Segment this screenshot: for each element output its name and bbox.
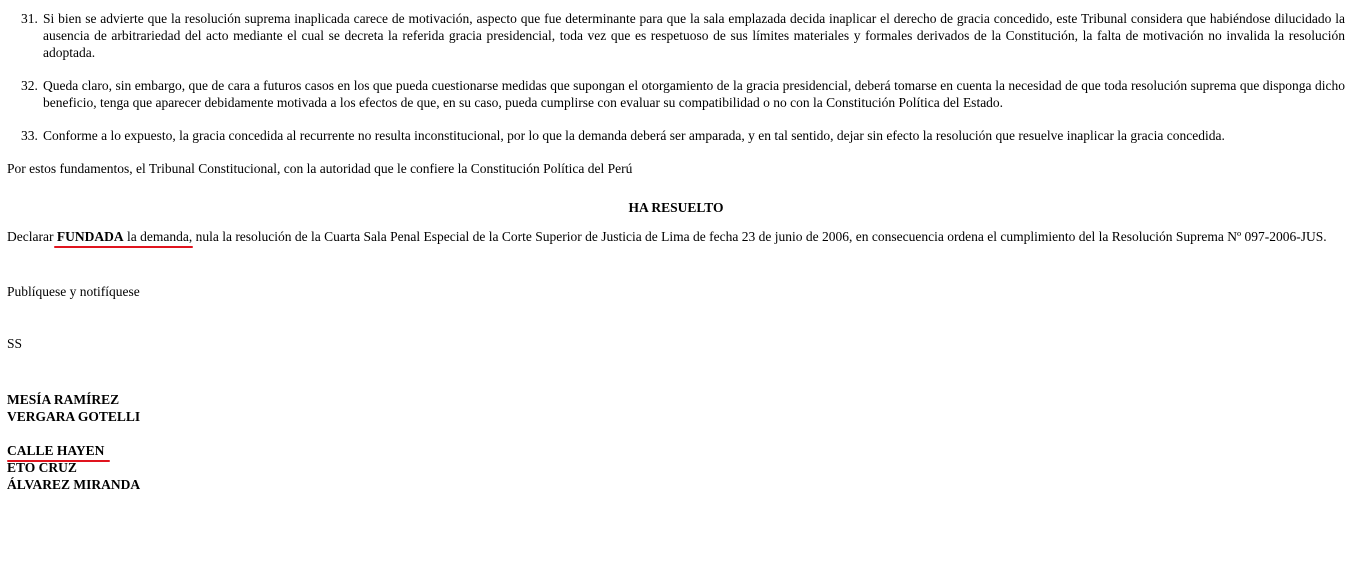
judge-name: MESÍA RAMÍREZ [7, 392, 120, 407]
red-underline-mark [54, 246, 193, 248]
paragraph-text: Si bien se advierte que la resolución suprema inaplicada carece de motivación, aspecto que fue determinante para que la sala emplazada decida inaplicar el derecho de gracia concedido, este Tribunal considera que habiéndose dilucidado la ausencia de arbitrariedad del acto mediante el cual se decreta la referida gracia presidencial, toda vez que es respetuoso de sus límites materiales y formales derivados de la Constitución, la falta de motivación no invalida la resolución adoptada. [43, 11, 1345, 60]
paragraph-32 [21, 77, 1345, 111]
document-page [7, 10, 1345, 493]
declaration-bold: FUNDADA [56, 229, 124, 244]
ss-label: SS [7, 336, 23, 351]
judge-name-text: CALLE HAYEN [7, 443, 105, 458]
paragraph-text: Queda claro, sin embargo, que de cara a futuros casos en los que pueda cuestionarse medidas que supongan el otorgamiento de la gracia presidencial, deberá tomarse en cuenta la necesidad de que toda resolución suprema que disponga dicho beneficio, tenga que aparecer debidamente motivada a los efectos de que, en su caso, pueda cumplirse con evaluar su compatibilidad o no con la Constitución Política del Estado. [43, 78, 1345, 110]
paragraph-number: 33. [21, 128, 38, 143]
spacer [7, 425, 1345, 442]
judge-name-highlighted [7, 442, 1345, 459]
judge-name: ETO CRUZ [7, 460, 77, 475]
publish-line: Publíquese y notifíquese [7, 284, 140, 299]
paragraph-31 [21, 10, 1345, 61]
red-underline-mark [7, 460, 110, 462]
declaration-rest: , nula la resolución de la Cuarta Sala Penal Especial de la Corte Superior de Justicia de Lima de fecha 23 de junio de 2006, en consecuencia ordena el cumplimiento del la Resolución Suprema Nº 097-2006-JUS. [188, 229, 1327, 244]
paragraph-33 [21, 127, 1345, 144]
paragraph-text: Conforme a lo expuesto, la gracia concedida al recurrente no resulta inconstitucional, por lo que la demanda deberá ser amparada, y en tal sentido, dejar sin efecto la resolución que resuelve inaplicar la gracia concedida. [43, 128, 1225, 143]
declaration-paragraph [7, 228, 1345, 245]
declaration-middle: la demanda [123, 229, 189, 244]
judge-name: VERGARA GOTELLI [7, 409, 141, 424]
paragraph-number: 31. [21, 11, 38, 26]
resolution-heading: HA RESUELTO [628, 200, 724, 215]
intro-statement: Por estos fundamentos, el Tribunal Constitucional, con la autoridad que le confiere la Constitución Política del Perú [7, 161, 633, 176]
paragraph-number: 32. [21, 78, 38, 93]
declaration-prefix: Declarar [7, 229, 57, 244]
highlighted-phrase [57, 228, 189, 245]
judge-name: ÁLVAREZ MIRANDA [7, 477, 141, 492]
